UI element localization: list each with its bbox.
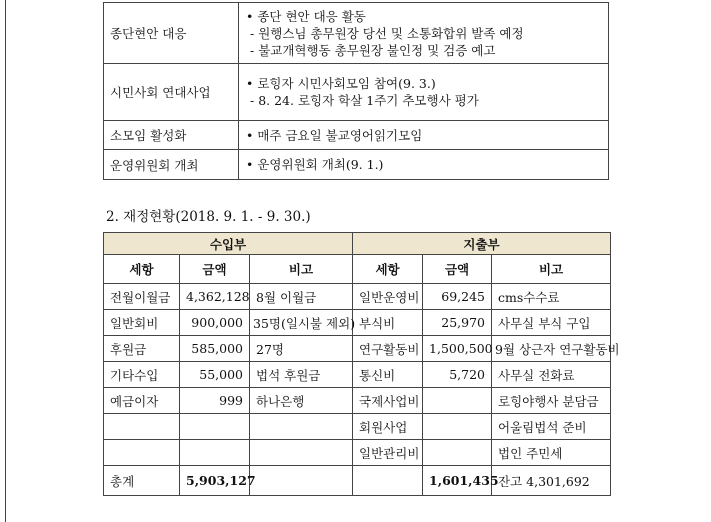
expense-amount: 25,970 [423,310,492,336]
col-header-amount: 금액 [180,255,250,284]
total-label: 총계 [104,466,180,496]
activity-line: • 운영위원회 개최(9. 1.) [246,157,384,172]
income-item [104,440,180,466]
activity-category: 운영위원회 개최 [104,150,239,180]
col-header-item: 세항 [104,255,180,284]
income-item [104,414,180,440]
income-note: 35명(일시불 제외) [250,310,353,336]
expense-note: 법인 주민세 [492,440,611,466]
expense-note: 사무실 전화료 [492,362,611,388]
activity-content [239,150,609,180]
income-item: 일반회비 [104,310,180,336]
expense-note: cms수수료 [492,284,611,310]
expense-note: 어울림법석 준비 [492,414,611,440]
expense-item: 일반운영비 [353,284,423,310]
col-header-note: 비고 [250,255,353,284]
section-heading: 2. 재정현황(2018. 9. 1. - 9. 30.) [106,209,311,225]
expense-item: 일반관리비 [353,440,423,466]
income-note: 법석 후원금 [250,362,353,388]
activity-category: 시민사회 연대사업 [104,64,239,121]
income-amount [180,440,250,466]
total-row [104,466,611,496]
activity-line: - 원행스님 총무원장 당선 및 소통화합위 발족 예정 [250,25,524,41]
expense-total: 1,601,435 [423,466,492,496]
expense-amount [423,414,492,440]
expense-amount: 1,500,500 [423,336,492,362]
income-note [250,414,353,440]
activities-table [103,2,609,180]
expense-item: 연구활동비 [353,336,423,362]
activity-line: • 로힝자 시민사회모임 참여(9. 3.) [246,76,436,91]
activity-row [104,150,609,180]
table-row [104,388,611,414]
activity-category: 종단현안 대응 [104,3,239,64]
income-item: 전월이월금 [104,284,180,310]
income-note: 27명 [250,336,353,362]
income-note: 하나은행 [250,388,353,414]
income-note: 8월 이월금 [250,284,353,310]
income-amount: 999 [180,388,250,414]
income-amount: 585,000 [180,336,250,362]
col-header-note: 비고 [492,255,611,284]
table-row [104,310,611,336]
expense-total-item [353,466,423,496]
income-amount: 55,000 [180,362,250,388]
expense-amount [423,388,492,414]
expense-amount: 69,245 [423,284,492,310]
income-item: 기타수입 [104,362,180,388]
expense-amount [423,440,492,466]
income-note [250,440,353,466]
activity-line: • 종단 현안 대응 활동 [246,8,366,24]
activity-line: - 8. 24. 로힝자 학살 1주기 추모행사 평가 [250,93,479,108]
col-header-amount: 금액 [423,255,492,284]
expense-item: 국제사업비 [353,388,423,414]
expense-item: 회원사업 [353,414,423,440]
col-header-item: 세항 [353,255,423,284]
table-row [104,414,611,440]
activity-category: 소모임 활성화 [104,121,239,150]
activity-line: • 매주 금요일 불교영어읽기모임 [246,127,423,143]
income-header: 수입부 [104,233,353,255]
income-item: 예금이자 [104,388,180,414]
income-amount: 4,362,128 [180,284,250,310]
activity-row [104,3,609,64]
activity-row [104,64,609,121]
table-row [104,284,611,310]
income-amount [180,414,250,440]
activity-row [104,121,609,150]
expense-note: 사무실 부식 구입 [492,310,611,336]
activity-content [239,3,609,64]
expense-header: 지출부 [353,233,611,255]
finance-table [103,232,620,496]
expense-note: 로힝야행사 분담금 [492,388,611,414]
expense-note: 9월 상근자 연구활동비 [492,336,611,362]
income-total-note [250,466,353,496]
table-row [104,440,611,466]
table-row [104,336,611,362]
activity-content [239,64,609,121]
table-row [104,362,611,388]
income-item: 후원금 [104,336,180,362]
activity-line: - 불교개혁행동 총무원장 불인정 및 검증 예고 [250,42,496,58]
activity-content [239,121,609,150]
expense-item: 통신비 [353,362,423,388]
income-amount: 900,000 [180,310,250,336]
expense-item: 부식비 [353,310,423,336]
balance-note: 잔고 4,301,692 [492,466,611,496]
expense-amount: 5,720 [423,362,492,388]
income-total: 5,903,127 [180,466,250,496]
page-left-border [5,0,6,522]
